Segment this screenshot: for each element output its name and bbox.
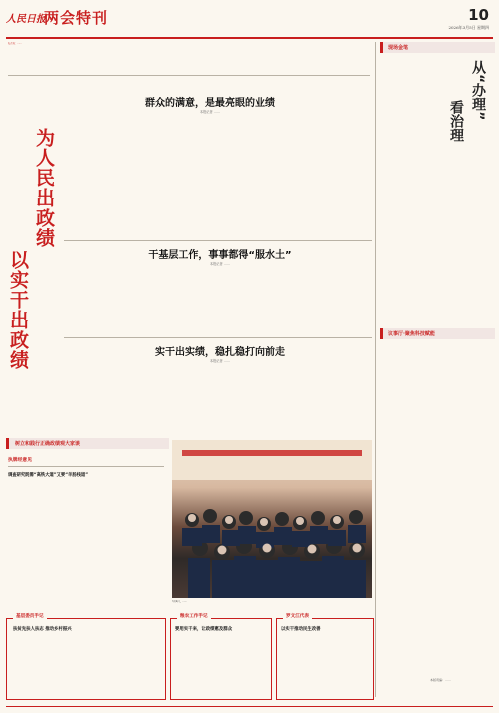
masthead-rule xyxy=(6,37,493,39)
right-column-body-lower xyxy=(380,344,492,644)
intro-paragraph xyxy=(8,42,370,72)
bottom-box-label: 罗文江代表 xyxy=(283,613,312,619)
article-body-col-3 xyxy=(276,268,372,334)
bottom-box-label: 基层委员手记 xyxy=(13,613,47,619)
bottom-box-3 xyxy=(276,614,374,700)
vertical-headline xyxy=(8,128,68,418)
article-body-col-1 xyxy=(66,118,166,236)
sub-section-label: 执牌经意见 xyxy=(8,458,32,463)
sub-section-rule xyxy=(8,466,164,467)
commentary-title-line-2: 看治理 xyxy=(448,100,464,142)
right-column-rule xyxy=(375,42,376,697)
photo-caption: 3月4日，…… xyxy=(172,600,187,603)
article-byline: 本报记者 …… xyxy=(209,359,231,363)
right-column-body-col-a xyxy=(380,58,434,323)
bottom-box-label: 粮农工作手记 xyxy=(177,613,211,619)
bottom-box-body xyxy=(281,637,369,695)
article-body-col-1 xyxy=(66,268,166,334)
left-article-title: 调查研究既需“高铁大道”又要“羊肠栈道” xyxy=(8,473,89,478)
footer-rule xyxy=(6,706,493,707)
masthead xyxy=(6,6,493,36)
article-title: 干基层工作，事事都得“服水土” xyxy=(148,250,292,261)
editor-credits: 本版责编：…… xyxy=(430,678,452,682)
discussion-section-title: 树立和践行正确政绩观大家谈 xyxy=(15,441,81,447)
bottom-box-body xyxy=(175,637,267,695)
bottom-box-1 xyxy=(6,614,166,700)
intro-text: 编者按：…… xyxy=(8,42,22,45)
commentary-title xyxy=(440,60,492,190)
section-divider xyxy=(64,337,372,338)
article-body-col-2 xyxy=(171,268,271,334)
column-section-bar xyxy=(380,42,495,53)
vertical-headline-line-2: 以实干出政绩 xyxy=(7,250,29,370)
bottom-box-2 xyxy=(170,614,272,700)
right-column-body-col-b xyxy=(438,196,492,324)
page-number: 10 xyxy=(468,6,489,24)
column-section-title: 现场金笔 xyxy=(388,45,409,51)
photo-scene xyxy=(172,440,372,598)
article-body-col-1 xyxy=(66,366,166,444)
intro-rule xyxy=(8,75,370,76)
discussion-section-bar xyxy=(6,438,169,449)
article-title: 群众的满意，是最亮眼的业绩 xyxy=(145,98,275,109)
discussion-section-title-2: 议事厅·聚焦科技赋能 xyxy=(388,331,435,337)
article-body-col-2 xyxy=(171,118,271,236)
discussion-section-bar-2 xyxy=(380,328,495,339)
article-body-col-3 xyxy=(276,118,372,236)
bottom-box-title: 以实干推动民生改善 xyxy=(281,627,321,632)
bottom-box-body xyxy=(13,637,161,695)
article-byline: 本报记者 …… xyxy=(209,262,231,266)
section-divider xyxy=(64,240,372,241)
article-title: 实干出实绩，稳扎稳打向前走 xyxy=(155,347,285,358)
section-name: 两会特刊 xyxy=(44,9,109,27)
bottom-box-title: 要用实干来，让政绩惠及群众 xyxy=(175,627,233,632)
article-body-col-2 xyxy=(171,366,271,444)
commentary-title-line-1: 从“办理” xyxy=(470,60,486,121)
vertical-headline-line-1: 为人民出政绩 xyxy=(33,128,55,248)
article-byline: 本报记者 …… xyxy=(199,110,221,114)
date-line: 2026年3月5日 星期四 xyxy=(448,25,489,30)
left-article-body xyxy=(8,482,164,610)
paper-name-logo: 人民日报 xyxy=(6,14,46,25)
bottom-box-title: 扶贫先扶人扶志 推动乡村振兴 xyxy=(13,627,72,632)
article-body-col-3 xyxy=(276,366,372,444)
photo xyxy=(172,440,372,598)
